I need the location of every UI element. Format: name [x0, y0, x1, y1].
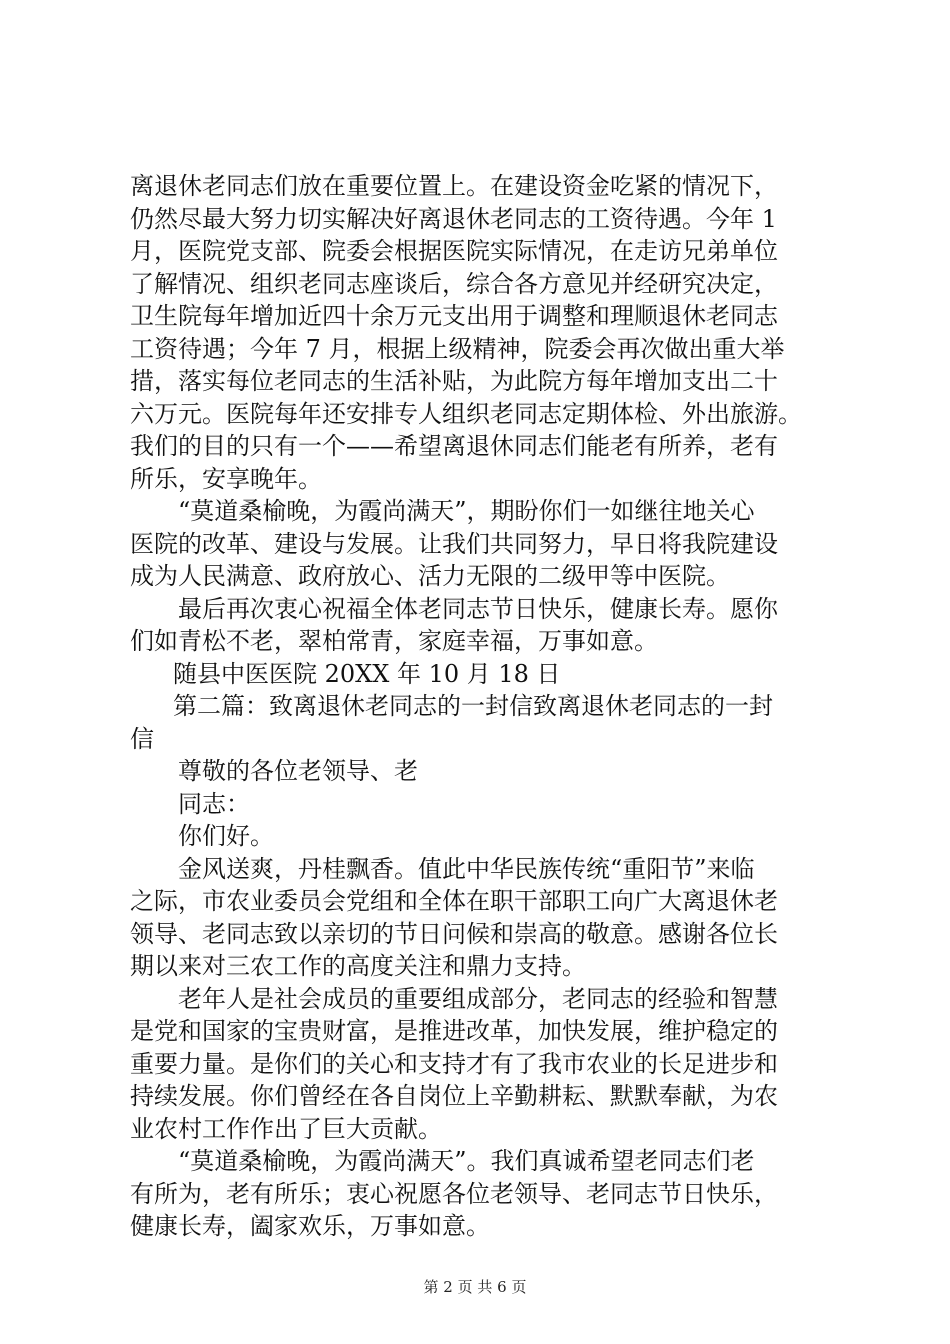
text-line: “莫道桑榆晚，为霞尚满天”，期盼你们一如继往地关心	[178, 497, 755, 525]
text-line: 重要力量。是你们的关心和支持才有了我市农业的长足进步和	[130, 1049, 778, 1078]
text-line: 持续发展。你们曾经在各自岗位上辛勤耕耘、默默奉献，为农	[130, 1082, 778, 1110]
text-line: 是党和国家的宝贵财富，是推进改革，加快发展，维护稳定的	[130, 1017, 778, 1045]
text-line: 第二篇：致离退休老同志的一封信致离退休老同志的一封	[173, 692, 773, 720]
text-line: 了解情况、组织老同志座谈后，综合各方意见并经研究决定，	[130, 269, 778, 298]
text-line: 健康长寿，阖家欢乐，万事如意。	[130, 1212, 490, 1240]
text-line: 金风送爽，丹桂飘香。值此中华民族传统“重阳节”来临	[178, 854, 755, 883]
text-line: 工资待遇；今年 7 月，根据上级精神，院委会再次做出重大举	[130, 334, 785, 363]
text-line: 所乐，安享晚年。	[130, 464, 322, 493]
text-line: “莫道桑榆晚，为霞尚满天”。我们真诚希望老同志们老	[178, 1147, 755, 1175]
text-line: 业农村工作作出了巨大贡献。	[130, 1114, 442, 1143]
text-line: 之际，市农业委员会党组和全体在职干部职工向广大离退休老	[130, 887, 778, 915]
text-line: 期以来对三农工作的高度关注和鼎力支持。	[130, 952, 586, 980]
text-line: 卫生院每年增加近四十余万元支出用于调整和理顺退休老同志	[130, 302, 778, 330]
document-body	[130, 170, 840, 1243]
text-line: 同志：	[178, 789, 250, 818]
text-line: 成为人民满意、政府放心、活力无限的二级甲等中医院。	[130, 562, 730, 590]
text-line: 六万元。医院每年还安排专人组织老同志定期体检、外出旅游。	[130, 399, 802, 428]
text-line: 尊敬的各位老领导、老	[178, 757, 418, 785]
text-line: 仍然尽最大努力切实解决好离退休老同志的工资待遇。今年 1	[130, 204, 777, 233]
text-line: 措，落实每位老同志的生活补贴，为此院方每年增加支出二十	[130, 367, 778, 395]
text-line: 离退休老同志们放在重要位置上。在建设资金吃紧的情况下，	[130, 172, 778, 200]
text-line: 随县中医医院 20XX 年 10 月 18 日	[173, 659, 561, 688]
text-line: 你们好。	[178, 822, 274, 850]
text-line: 月，医院党支部、院委会根据医院实际情况，在走访兄弟单位	[130, 237, 778, 265]
page-footer: 第 2 页 共 6 页	[423, 1278, 527, 1296]
text-line: 信	[130, 724, 154, 753]
text-line: 有所为，老有所乐；衷心祝愿各位老领导、老同志节日快乐，	[130, 1179, 778, 1208]
text-line: 医院的改革、建设与发展。让我们共同努力，早日将我院建设	[130, 529, 778, 558]
text-line: 老年人是社会成员的重要组成部分，老同志的经验和智慧	[178, 984, 778, 1013]
text-line: 我们的目的只有一个——希望离退休同志们能老有所养，老有	[130, 432, 778, 460]
text-line: 最后再次衷心祝福全体老同志节日快乐，健康长寿。愿你	[178, 594, 778, 623]
text-line: 们如青松不老，翠柏常青，家庭幸福，万事如意。	[130, 627, 658, 655]
text-line: 领导、老同志致以亲切的节日问候和崇高的敬意。感谢各位长	[130, 919, 778, 948]
